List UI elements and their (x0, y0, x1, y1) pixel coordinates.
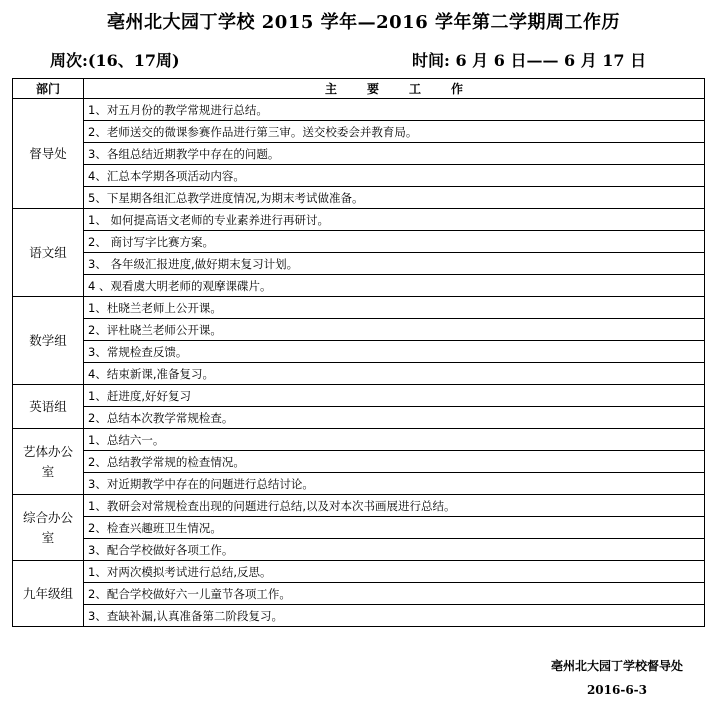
task-cell: 1、赶进度,好好复习 (84, 385, 705, 407)
task-cell: 3、查缺补漏,认真准备第二阶段复习。 (84, 605, 705, 627)
table-row (13, 297, 705, 319)
department-cell: 语文组 (13, 209, 84, 297)
table-row (13, 451, 705, 473)
task-cell: 1、教研会对常规检查出现的问题进行总结,以及对本次书画展进行总结。 (84, 495, 705, 517)
signature-org: 亳州北大园丁学校督导处 (550, 659, 683, 673)
table-row (13, 583, 705, 605)
document-title: 亳州北大园丁学校 2015 学年—2016 学年第二学期周工作历 (107, 12, 620, 33)
task-cell: 4 、观看虞大明老师的观摩课碟片。 (84, 275, 705, 297)
table-row (13, 517, 705, 539)
task-cell: 2、老师送交的微课参赛作品进行第三审。送交校委会并教育局。 (84, 121, 705, 143)
table-row (13, 99, 705, 121)
table-row (13, 341, 705, 363)
task-cell: 3、配合学校做好各项工作。 (84, 539, 705, 561)
task-cell: 5、下星期各组汇总教学进度情况,为期末考试做准备。 (84, 187, 705, 209)
table-row (13, 385, 705, 407)
table-row (13, 605, 705, 627)
task-cell: 1、杜晓兰老师上公开课。 (84, 297, 705, 319)
table-row (13, 363, 705, 385)
table-row (13, 143, 705, 165)
department-cell: 英语组 (13, 385, 84, 429)
table-row (13, 539, 705, 561)
header-dept: 部门 (13, 79, 84, 99)
signature-block (551, 654, 683, 702)
task-cell: 2、检查兴趣班卫生情况。 (84, 517, 705, 539)
task-cell: 2、评杜晓兰老师公开课。 (84, 319, 705, 341)
task-cell: 3、各组总结近期教学中存在的问题。 (84, 143, 705, 165)
task-cell: 1、 如何提高语文老师的专业素养进行再研讨。 (84, 209, 705, 231)
task-cell: 3、对近期教学中存在的问题进行总结讨论。 (84, 473, 705, 495)
department-cell: 综合办公室 (13, 495, 84, 561)
table-row (13, 209, 705, 231)
department-cell: 数学组 (13, 297, 84, 385)
department-cell: 九年级组 (13, 561, 84, 627)
table-row (13, 165, 705, 187)
table-row (13, 253, 705, 275)
task-cell: 3、常规检查反馈。 (84, 341, 705, 363)
table-row (13, 561, 705, 583)
task-cell: 4、结束新课,准备复习。 (84, 363, 705, 385)
task-cell: 1、对两次模拟考试进行总结,反思。 (84, 561, 705, 583)
schedule-body (13, 99, 705, 627)
department-cell: 督导处 (13, 99, 84, 209)
task-cell: 4、汇总本学期各项活动内容。 (84, 165, 705, 187)
task-cell: 1、总结六一。 (84, 429, 705, 451)
task-cell: 2、配合学校做好六一儿童节各项工作。 (84, 583, 705, 605)
table-row (13, 495, 705, 517)
header-row (13, 79, 705, 99)
table-row (13, 121, 705, 143)
task-cell: 2、 商讨写字比赛方案。 (84, 231, 705, 253)
table-row (13, 319, 705, 341)
table-row (13, 407, 705, 429)
table-row (13, 275, 705, 297)
task-cell: 1、对五月份的教学常规进行总结。 (84, 99, 705, 121)
task-cell: 2、总结本次教学常规检查。 (84, 407, 705, 429)
department-cell: 艺体办公室 (13, 429, 84, 495)
header-main-work: 主要工作 (84, 79, 705, 99)
week-number: 周次:(16、17周) (50, 51, 180, 70)
table-row (13, 473, 705, 495)
task-cell: 2、总结教学常规的检查情况。 (84, 451, 705, 473)
table-row (13, 429, 705, 451)
work-schedule-table (12, 78, 705, 627)
table-row (13, 187, 705, 209)
date-range: 时间: 6 月 6 日—— 6 月 17 日 (412, 51, 647, 70)
table-row (13, 231, 705, 253)
task-cell: 3、 各年级汇报进度,做好期末复习计划。 (84, 253, 705, 275)
signature-date: 2016-6-3 (586, 683, 648, 697)
